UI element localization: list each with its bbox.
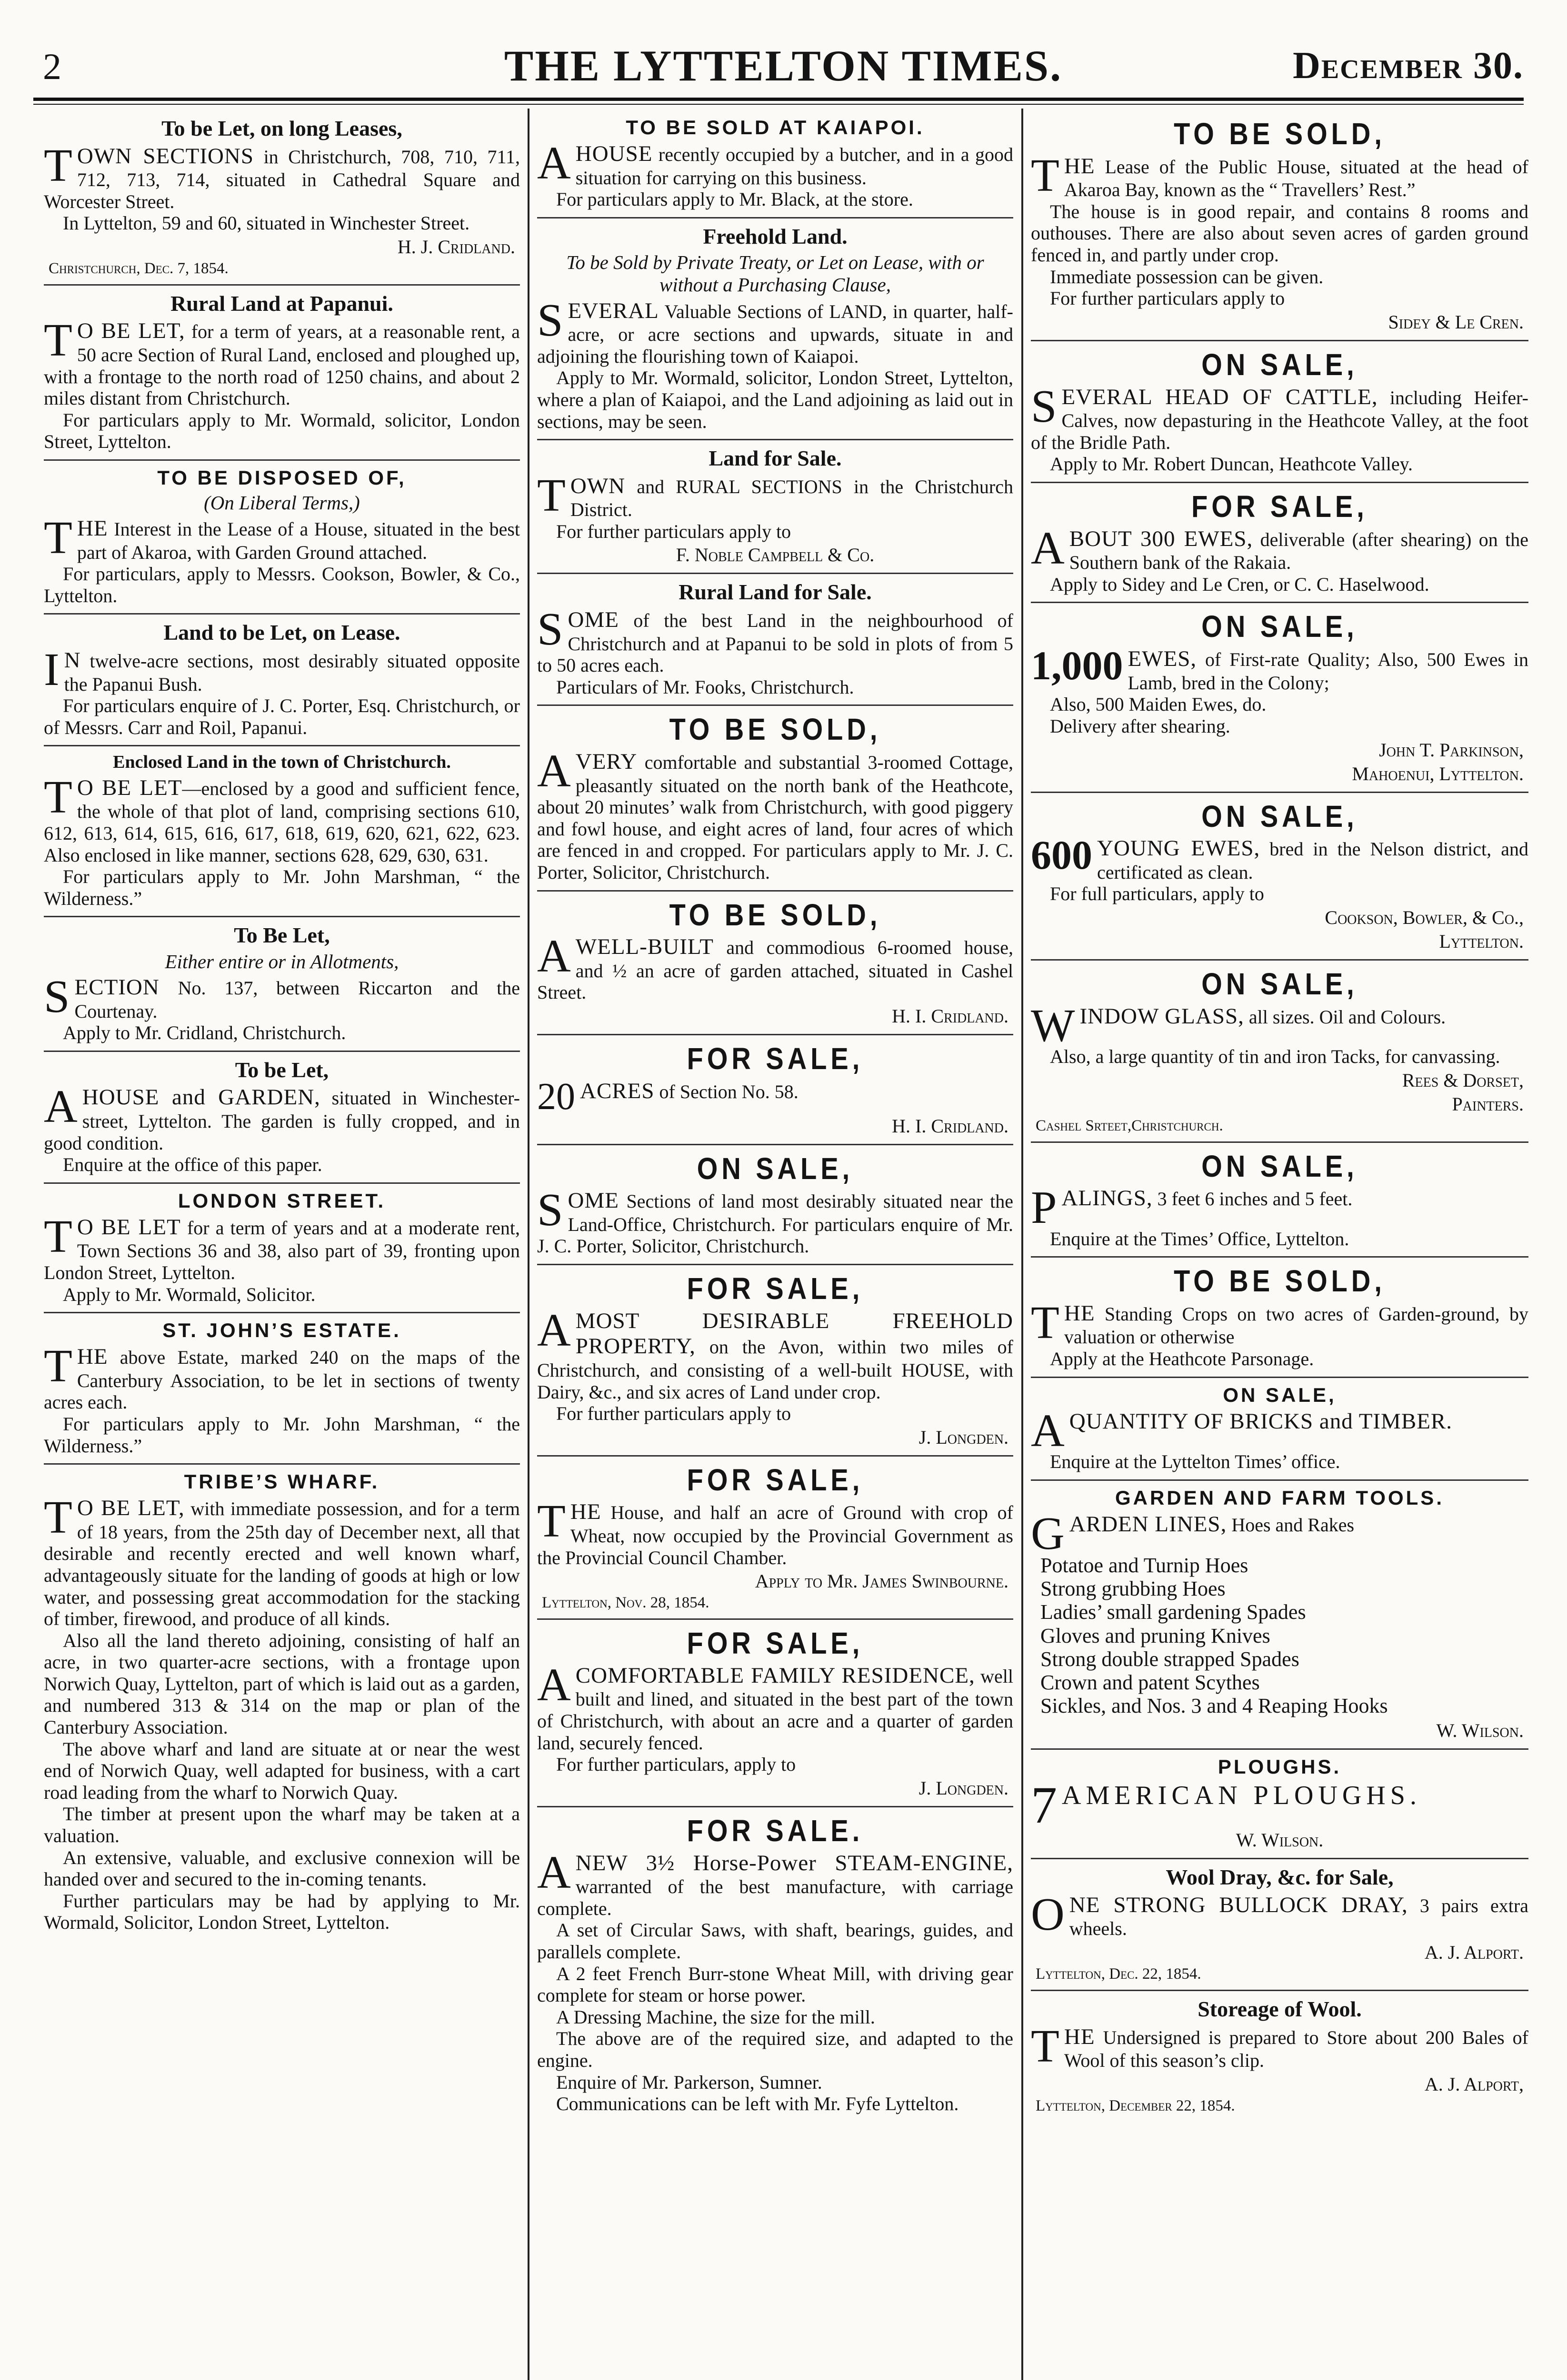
- newspaper-title: THE LYTTELTON TIMES.: [504, 41, 1063, 90]
- advert-text: For further particulars, apply to: [556, 1754, 796, 1775]
- advert-heading: Storeage of Wool.: [1198, 1996, 1362, 2021]
- advert-text: Enquire at the Times’ Office, Lyttelton.: [1050, 1228, 1349, 1250]
- advert-disposed-of: [44, 461, 520, 615]
- advert-body: TOWN SECTIONS in Christchurch, 708, 710, 711, 712, 713, 714, situated in Cathedral Square and Worcester Street.: [44, 139, 520, 212]
- advert-body: A COMFORTABLE FAMILY RESIDENCE, well built and lined, and situated in the best part of the town of Christchurch, with about an acre and a quarter of garden land, securely fenced.: [537, 1659, 1013, 1754]
- advert-body: TOWN and RURAL SECTIONS in the Christchurch District.: [537, 469, 1013, 521]
- advert-bricks-timber: [1031, 1378, 1528, 1481]
- advert-heading: Enclosed Land in the town of Christchurch.: [113, 752, 451, 773]
- advert-st-johns-estate: [44, 1313, 520, 1465]
- advert-heading: TRIBE’S WHARF.: [184, 1470, 380, 1493]
- advert-heading: Land to be Let, on Lease.: [163, 620, 400, 645]
- advert-signature: H. J. Cridland.: [397, 236, 515, 258]
- advert-rural-land-sale: [537, 574, 1013, 706]
- advert-signature: W. Wilson.: [1436, 1719, 1524, 1741]
- advert-body: T O BE LET, with immediate possession, and for a term of 18 years, from the 25th day of December next, all that desirable and recently erected and well known wharf, advantageously situate for the landing of goods at high or low water, and possessing great accommodation for the stacking of timber, firewood, and produce of all kinds.: [44, 1492, 520, 1630]
- advert-text: For particulars enquire of J. C. Porter, Esq. Christchurch, or of Messrs. Carr and Roil, Papanui.: [44, 695, 520, 738]
- advert-heading: TO BE SOLD,: [669, 897, 881, 932]
- advert-window-glass: [1031, 961, 1528, 1143]
- advert-heading: To Be Let,: [234, 923, 330, 948]
- list-item: Gloves and pruning Knives: [1040, 1624, 1270, 1647]
- advert-subheading: (On Liberal Terms,): [204, 491, 360, 514]
- advert-text: Also, a large quantity of tin and iron Tacks, for canvassing.: [1050, 1045, 1500, 1067]
- advert-text: Apply to Mr. Robert Duncan, Heathcote Valley.: [1050, 453, 1413, 475]
- advert-heading: ST. JOHN’S ESTATE.: [162, 1319, 401, 1342]
- advert-body: I N twelve-acre sections, most desirably situated opposite the Papanui Bush.: [44, 644, 520, 695]
- advert-heading: TO BE SOLD AT KAIAPOI.: [626, 116, 925, 139]
- advert-body: ONE STRONG BULLOCK DRAY, 3 pairs extra wheels.: [1031, 1888, 1528, 1940]
- advert-body: THE Lease of the Public House, situated at the head of Akaroa Bay, known as the “ Travellers’ Rest.”: [1031, 149, 1528, 201]
- advert-text: Communications can be left with Mr. Fyfe Lyttelton.: [556, 2093, 959, 2115]
- advert-wool-storage: [1031, 1991, 1528, 2122]
- advert-cottage-sold: [537, 706, 1013, 891]
- advert-signature: Apply to Mr. James Swinbourne.: [755, 1570, 1008, 1592]
- advert-text: Enquire at the office of this paper.: [63, 1154, 322, 1176]
- advert-long-leases: [44, 110, 520, 286]
- advert-enclosed-land: [44, 746, 520, 917]
- advert-text: For further particulars apply to: [1050, 288, 1285, 309]
- advert-signature: A. J. Alport,: [1424, 2073, 1524, 2095]
- advert-heading: ON SALE,: [1201, 966, 1358, 1001]
- advert-text: For particulars, apply to Messrs. Cookson, Bowler, & Co., Lyttelton.: [44, 563, 520, 606]
- advert-dateline: Lyttelton, Dec. 22, 1854.: [1036, 1965, 1201, 1983]
- advert-heading: LONDON STREET.: [178, 1189, 386, 1212]
- advert-text: Further particulars may be had by applying to Mr. Wormald, Solicitor, London Street, Lyttelton.: [44, 1890, 520, 1934]
- advert-signature: Rees & Dorset,: [1402, 1069, 1524, 1091]
- advert-heading: To be Let,: [235, 1057, 329, 1082]
- advert-body: 600 YOUNG EWES, bred in the Nelson district, and certificated as clean.: [1031, 832, 1528, 883]
- advert-text: The timber at present upon the wharf may be taken at a valuation.: [44, 1803, 520, 1847]
- advert-body: A HOUSE and GARDEN, situated in Winchester-street, Lyttelton. The garden is fully cropped, and in good condition.: [44, 1081, 520, 1154]
- page-number: 2: [43, 46, 61, 87]
- advert-land-for-sale: [537, 440, 1013, 574]
- advert-signature-place: Mahoenui, Lyttelton.: [1352, 763, 1524, 784]
- advert-subheading: To be Sold by Private Treaty, or Let on Lease, with or without a Purchasing Clause,: [566, 251, 984, 296]
- advert-palings: [1031, 1143, 1528, 1258]
- advert-body: A NEW 3½ Horse-Power STEAM-ENGINE, warranted of the best manufacture, with carriage complete.: [537, 1846, 1013, 1919]
- advert-freehold-property: [537, 1265, 1013, 1457]
- advert-freehold-land: [537, 218, 1013, 440]
- advert-1000-ewes: [1031, 603, 1528, 793]
- advert-text: The above are of the required size, and adapted to the engine.: [537, 2028, 1013, 2071]
- advert-signature: H. I. Cridland.: [892, 1005, 1008, 1027]
- advert-heading: ON SALE,: [1201, 347, 1358, 382]
- advert-text: A set of Circular Saws, with shaft, bearings, guides, and parallels complete.: [537, 1919, 1013, 1963]
- advert-text: Apply to Sidey and Le Cren, or C. C. Haselwood.: [1050, 573, 1429, 595]
- advert-text: An extensive, valuable, and exclusive connexion will be handed over and secured to the in-coming tenants.: [44, 1846, 520, 1890]
- advert-signature: Sidey & Le Cren.: [1388, 311, 1524, 333]
- advert-family-residence: [537, 1620, 1013, 1807]
- advert-land-lease: [44, 615, 520, 746]
- advert-heading: ON SALE,: [1201, 609, 1358, 644]
- advert-text: Enquire of Mr. Parkerson, Sumner.: [556, 2071, 822, 2093]
- advert-heading: Rural Land for Sale.: [679, 580, 872, 605]
- list-item: Potatoe and Turnip Hoes: [1040, 1553, 1248, 1577]
- advert-heading: ON SALE,: [1201, 798, 1358, 833]
- advert-text: For particulars apply to Mr. John Marshman, “ the Wilderness.”: [44, 1413, 520, 1457]
- advert-text: Apply to Mr. Wormald, solicitor, London Street, Lyttelton, where a plan of Kaiapoi, and the Land adjoining as laid out in sections, may be seen.: [537, 367, 1013, 432]
- advert-text: For further particulars apply to: [556, 520, 791, 542]
- advert-standing-crops: [1031, 1258, 1528, 1378]
- advert-text: Apply to Mr. Wormald, Solicitor.: [63, 1283, 316, 1305]
- advert-heading: TO BE DISPOSED OF,: [157, 466, 407, 489]
- masthead: [43, 40, 1524, 93]
- advert-steam-engine: [537, 1807, 1013, 2122]
- advert-body: A MOST DESIRABLE FREEHOLD PROPERTY, on the Avon, within two miles of Christchurch, and consisting of a well-built HOUSE, with Dairy, &c., and six acres of Land under crop.: [537, 1304, 1013, 1403]
- column-divider: [1021, 109, 1023, 2380]
- advert-body: SOME Sections of land most desirably situated near the Land-Office, Christchurch. For particulars enquire of Mr. J. C. Porter, Solicitor, Christchurch.: [537, 1184, 1013, 1257]
- advert-text: Also, 500 Maiden Ewes, do.: [1050, 694, 1267, 715]
- advert-body: A HOUSE recently occupied by a butcher, and in a good situation for carrying on this business.: [537, 138, 1013, 189]
- advert-section-137: [44, 917, 520, 1051]
- advert-council-chamber: [537, 1457, 1013, 1620]
- advert-signature-place: Lyttelton.: [1439, 930, 1524, 952]
- advert-text: Immediate possession can be given.: [1050, 266, 1324, 288]
- advert-heading: GARDEN AND FARM TOOLS.: [1115, 1486, 1444, 1509]
- advert-signature: H. I. Cridland.: [892, 1115, 1008, 1137]
- advert-signature: John T. Parkinson,: [1379, 739, 1524, 761]
- advert-signature-trade: Painters.: [1452, 1093, 1524, 1115]
- advert-text: For full particulars, apply to: [1050, 883, 1264, 905]
- advert-signature: A. J. Alport.: [1424, 1941, 1524, 1963]
- advert-20-acres: [537, 1035, 1013, 1145]
- issue-date: December 30.: [1293, 45, 1524, 87]
- advert-text: For particulars apply to Mr. Wormald, solicitor, London Street, Lyttelton.: [44, 409, 520, 453]
- advert-body: ABOUT 300 EWES, deliverable (after shearing) on the Southern bank of the Rakaia.: [1031, 522, 1528, 574]
- advert-heading: To be Let, on long Leases,: [161, 116, 402, 140]
- advert-signature: J. Longden.: [918, 1777, 1008, 1799]
- advert-body: T O BE LET—enclosed by a good and sufficient fence, the whole of that plot of land, comprising sections 610, 612, 613, 614, 615, 616, 617, 618, 619, 620, 621, 622, 623. Also enclosed in like manner, sections 628, 629, 630, 631.: [44, 771, 520, 866]
- advert-text: Particulars of Mr. Fooks, Christchurch.: [556, 676, 854, 698]
- advert-dateline: Christchurch, Dec. 7, 1854.: [49, 259, 229, 277]
- tool-list: [1040, 1554, 1528, 1718]
- advert-body: SEVERAL HEAD OF CATTLE, including Heifer-Calves, now depasturing in the Heathcote Valley, at the foot of the Bridle Path.: [1031, 380, 1528, 453]
- advert-body: T O BE LET, for a term of years, at a reasonable rent, a 50 acre Section of Rural Land, enclosed and ploughed up, with a frontage to the north road of 1250 chains, and about 2 miles distant from Christchurch.: [44, 315, 520, 409]
- advert-body: T O BE LET for a term of years and at a moderate rent, Town Sections 36 and 38, also part of 39, fronting upon London Street, Lyttelton.: [44, 1210, 520, 1283]
- advert-wool-dray: [1031, 1859, 1528, 1991]
- advert-body: 20 ACRES of Section No. 58.: [537, 1075, 798, 1118]
- advert-heading: ON SALE,: [1223, 1383, 1337, 1406]
- advert-signature: F. Noble Campbell & Co.: [676, 544, 875, 566]
- advert-garden-tools: [1031, 1481, 1528, 1750]
- advert-body: A WELL-BUILT and commodious 6-roomed house, and ½ an acre of garden attached, situated in Cashel Street.: [537, 931, 1013, 1003]
- advert-heading: ON SALE,: [1201, 1148, 1358, 1183]
- advert-text: Enquire at the Lyttelton Times’ office.: [1050, 1450, 1340, 1472]
- advert-signature: J. Longden.: [918, 1426, 1008, 1448]
- advert-signature: Cookson, Bowler, & Co.,: [1325, 906, 1524, 928]
- advert-subheading: Either entire or in Allotments,: [165, 950, 399, 972]
- masthead-rule-thin: [33, 104, 1524, 105]
- advert-text: The house is in good repair, and contains 8 rooms and outhouses. There are also about seven acres of garden ground fenced in, and partly under crop.: [1031, 200, 1528, 266]
- advert-text: Apply at the Heathcote Parsonage.: [1050, 1348, 1314, 1370]
- advert-text: Also all the land thereto adjoining, consisting of half an acre, in two quarter-acre sections, with a frontage upon Norwich Quay, Lyttelton, part of which is laid out as a garden, and numbered 313 & 314 on the map or plan of the Canterbury Association.: [44, 1629, 520, 1738]
- column-2: [537, 110, 1013, 2380]
- advert-sold-kaiapoi: [537, 110, 1013, 218]
- advert-cattle: [1031, 341, 1528, 483]
- advert-text: A Dressing Machine, the size for the mill.: [556, 2006, 875, 2028]
- advert-body: THE Standing Crops on two acres of Garden-ground, by valuation or otherwise: [1031, 1297, 1528, 1349]
- advert-body: THE Interest in the Lease of a House, situated in the best part of Akaroa, with Garden Ground attached.: [44, 512, 520, 564]
- advert-tribes-wharf: [44, 1465, 520, 1940]
- list-item: Strong double strapped Spades: [1040, 1647, 1299, 1671]
- advert-heading: Rural Land at Papanui.: [170, 291, 393, 316]
- advert-text: In Lyttelton, 59 and 60, situated in Winchester Street.: [63, 212, 470, 234]
- advert-300-ewes: [1031, 483, 1528, 603]
- advert-dateline: Cashel Srteet,Christchurch.: [1036, 1117, 1223, 1134]
- advert-heading: TO BE SOLD,: [669, 712, 881, 746]
- advert-public-house: [1031, 110, 1528, 341]
- advert-body: THE above Estate, marked 240 on the maps of the Canterbury Association, to be let in sections of twenty acres each.: [44, 1340, 520, 1413]
- column-1: [44, 110, 520, 2380]
- advert-text: For particulars apply to Mr. Black, at the store.: [556, 188, 913, 210]
- advert-text: The above wharf and land are situate at or near the west end of Norwich Quay, well adapted for business, with a cart road leading from the wharf to Norwich Quay.: [44, 1738, 520, 1803]
- advert-text: Apply to Mr. Cridland, Christchurch.: [63, 1022, 346, 1044]
- advert-heading: TO BE SOLD,: [1174, 1263, 1386, 1298]
- advert-rural-land-papanui: [44, 286, 520, 461]
- advert-heading: FOR SALE,: [687, 1271, 864, 1306]
- advert-heading: FOR SALE,: [1191, 489, 1368, 524]
- advert-heading: FOR SALE,: [687, 1462, 864, 1497]
- advert-body: 7 AMERICAN PLOUGHS.: [1031, 1775, 1421, 1834]
- advert-text: For further particulars apply to: [556, 1403, 791, 1425]
- advert-heading: FOR SALE,: [687, 1041, 864, 1076]
- column-3: [1031, 110, 1528, 2380]
- list-item: Strong grubbing Hoes: [1040, 1577, 1226, 1601]
- advert-body: A VERY comfortable and substantial 3-roomed Cottage, pleasantly situated on the north bank of the Heathcote, about 20 minutes’ walk from Christchurch, with good piggery and fowl house, and eight acres of land, four acres of which are fenced in and cropped. For particulars apply to Mr. J. C. Porter, Solicitor, Christchurch.: [537, 745, 1013, 883]
- masthead-rule: [33, 98, 1524, 101]
- advert-heading: Land for Sale.: [709, 446, 842, 471]
- advert-body: SOME of the best Land in the neighbourhood of Christchurch and at Papanui to be sold in plots of from 5 to 50 acres each.: [537, 603, 1013, 676]
- advert-text: For particulars apply to Mr. John Marshman, “ the Wilderness.”: [44, 866, 520, 909]
- list-item: Crown and patent Scythes: [1040, 1671, 1260, 1695]
- advert-heading: FOR SALE.: [687, 1813, 864, 1848]
- advert-body: SEVERAL Valuable Sections of LAND, in quarter, half-acre, or acre sections and upwards, situate in and adjoining the flourishing town of Kaiapoi.: [537, 294, 1013, 367]
- advert-600-ewes: [1031, 793, 1528, 961]
- advert-heading: Freehold Land.: [703, 224, 848, 248]
- advert-body: THE Undersigned is prepared to Store about 200 Bales of Wool of this season’s clip.: [1031, 2020, 1528, 2072]
- advert-heading: ON SALE,: [697, 1150, 854, 1186]
- column-divider: [528, 109, 529, 2380]
- advert-body: THE House, and half an acre of Ground with crop of Wheat, now occupied by the Provincial Government as the Provincial Council Chamber.: [537, 1496, 1013, 1568]
- advert-body: 1,000 EWES, of First-rate Quality; Also, 500 Ewes in Lamb, bred in the Colony;: [1031, 643, 1528, 694]
- advert-body: A QUANTITY OF BRICKS and TIMBER.: [1031, 1405, 1452, 1457]
- advert-dateline: Lyttelton, Nov. 28, 1854.: [542, 1594, 709, 1612]
- advert-heading: FOR SALE,: [687, 1626, 864, 1660]
- advert-dateline: Lyttelton, December 22, 1854.: [1036, 2097, 1235, 2114]
- advert-house-cashel-street: [537, 892, 1013, 1035]
- advert-sections-land-office: [537, 1145, 1013, 1265]
- advert-body: GARDEN LINES, Hoes and Rakes: [1031, 1507, 1355, 1559]
- advert-heading: PLOUGHS.: [1218, 1755, 1342, 1778]
- advert-london-street: [44, 1184, 520, 1313]
- advert-text: Delivery after shearing.: [1050, 715, 1230, 737]
- advert-signature: W. Wilson.: [1236, 1829, 1324, 1851]
- list-item: Sickles, and Nos. 3 and 4 Reaping Hooks: [1040, 1694, 1388, 1718]
- list-item: Ladies’ small gardening Spades: [1040, 1600, 1306, 1624]
- advert-body: WINDOW GLASS, all sizes. Oil and Colours.: [1031, 1000, 1446, 1051]
- advert-heading: TO BE SOLD,: [1174, 116, 1386, 151]
- advert-ploughs: [1031, 1750, 1528, 1860]
- advert-heading: Wool Dray, &c. for Sale,: [1166, 1865, 1394, 1890]
- advert-body: PALINGS, 3 feet 6 inches and 5 feet.: [1031, 1182, 1353, 1234]
- advert-house-garden: [44, 1052, 520, 1184]
- advert-body: SECTION No. 137, between Riccarton and the Courtenay.: [44, 971, 520, 1023]
- advert-text: A 2 feet French Burr-stone Wheat Mill, with driving gear complete for steam or horse power.: [537, 1963, 1013, 2006]
